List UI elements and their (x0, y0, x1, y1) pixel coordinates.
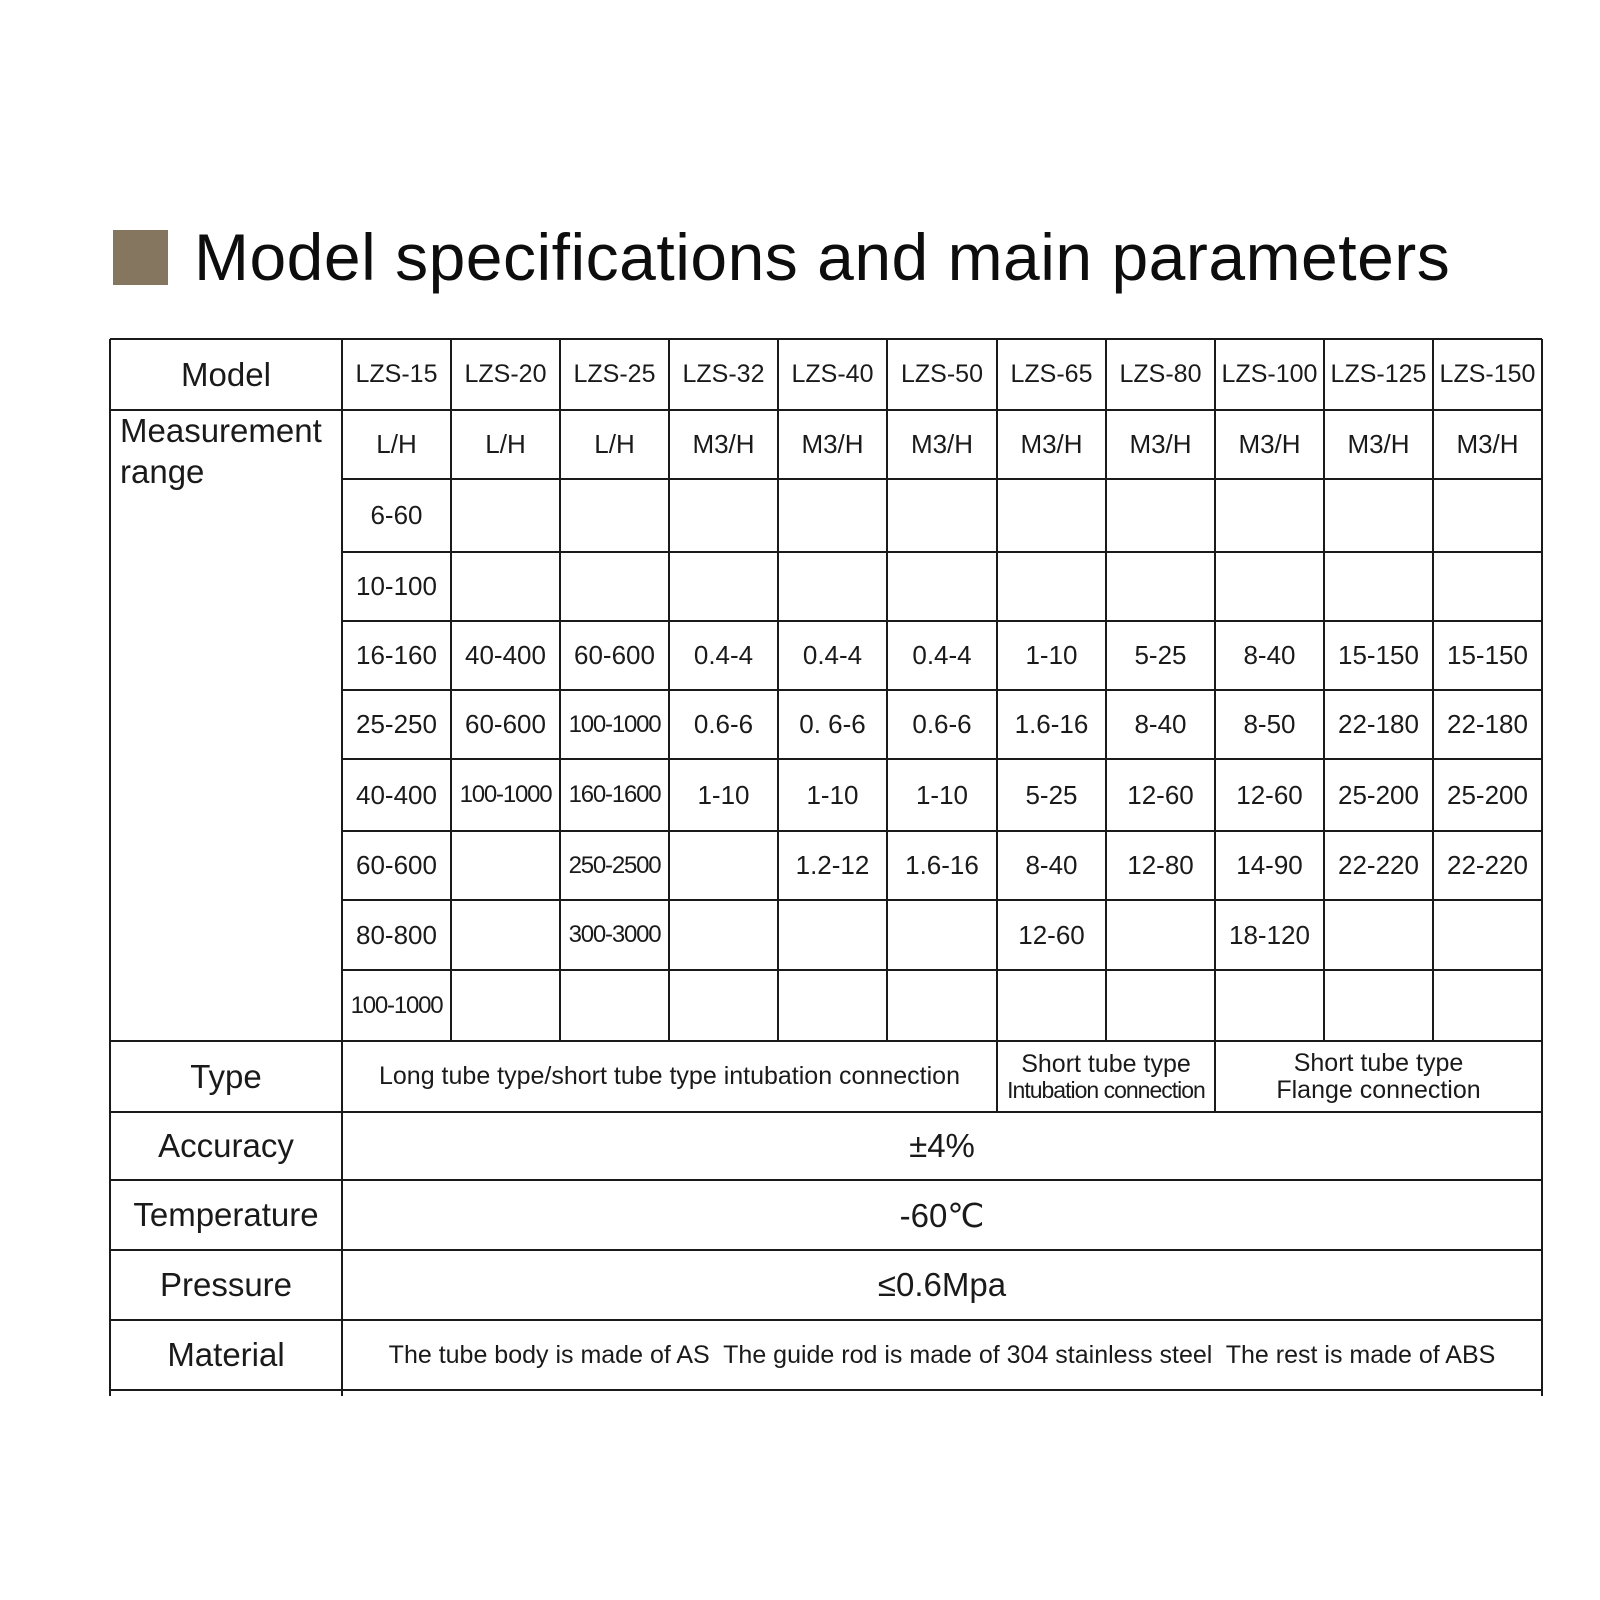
material-value: The tube body is made of AS The guide rod is made of 304 stainless steel The rest is made of ABS (388, 1340, 1496, 1369)
range-cell: 5-25 (1134, 640, 1187, 670)
range-cell: 12-80 (1127, 850, 1194, 880)
range-cell: 60-600 (465, 709, 546, 739)
range-cell: 6-60 (370, 500, 423, 530)
range-cell: 14-90 (1236, 850, 1303, 880)
unit-cell: M3/H (692, 429, 755, 459)
range-cell: 8-40 (1025, 850, 1078, 880)
unit-cell: M3/H (1238, 429, 1301, 459)
type-short-intubation-line1: Short tube type (1021, 1050, 1191, 1079)
pressure-value: ≤0.6Mpa (877, 1266, 1007, 1303)
range-cell: 0.4-4 (912, 640, 972, 670)
range-cell: 25-250 (356, 709, 437, 739)
model-header: LZS-15 (355, 360, 438, 388)
model-header: LZS-50 (901, 360, 983, 388)
type-short-flange-line1: Short tube type (1293, 1049, 1464, 1078)
unit-cell: M3/H (1129, 429, 1192, 459)
unit-cell: L/H (485, 429, 526, 459)
range-cell: 12-60 (1018, 919, 1085, 950)
range-cell: 60-600 (574, 640, 655, 670)
range-cell: 300-3000 (568, 921, 661, 948)
range-cell: 0. 6-6 (799, 709, 866, 739)
range-cell: 0.6-6 (912, 709, 972, 739)
range-cell: 100-1000 (459, 781, 552, 808)
range-cell: 5-25 (1025, 779, 1078, 810)
range-cell: 1.6-16 (1014, 709, 1089, 739)
range-cell: 40-400 (465, 640, 546, 670)
range-cell: 80-800 (356, 919, 437, 950)
temperature-label: Temperature (133, 1196, 319, 1233)
grid-line-h (342, 969, 1542, 971)
type-short-intubation (997, 1041, 1215, 1112)
range-cell: 8-50 (1243, 709, 1296, 739)
range-cell: 22-220 (1338, 850, 1419, 880)
range-cell: 22-180 (1338, 709, 1419, 739)
range-cell: 12-60 (1127, 779, 1194, 810)
model-header: LZS-25 (573, 360, 656, 388)
range-cell: 18-120 (1229, 919, 1310, 950)
range-cell: 22-220 (1447, 850, 1528, 880)
model-header: LZS-80 (1119, 360, 1202, 388)
measurement-range-label (120, 410, 340, 1041)
model-header: LZS-20 (464, 360, 547, 388)
measurement-label-line2: range (120, 453, 205, 491)
range-cell: 10-100 (356, 571, 437, 601)
range-cell: 100-1000 (568, 710, 661, 738)
unit-cell: M3/H (910, 429, 974, 459)
accuracy-value: ±4% (909, 1127, 975, 1164)
range-cell: 12-60 (1236, 779, 1303, 810)
range-cell: 0.6-6 (693, 709, 754, 739)
range-cell: 60-600 (356, 850, 437, 880)
unit-cell: M3/H (1020, 429, 1083, 459)
type-short-flange (1215, 1041, 1542, 1112)
pressure-label: Pressure (159, 1266, 293, 1303)
range-cell: 22-180 (1447, 709, 1528, 739)
range-cell: 1-10 (806, 779, 859, 810)
range-cell: 1-10 (915, 779, 969, 810)
range-cell: 15-150 (1338, 640, 1419, 670)
model-header: LZS-100 (1221, 360, 1318, 388)
unit-cell: M3/H (801, 429, 864, 459)
temperature-value: -60℃ (899, 1196, 985, 1234)
measurement-label-line1: Measurement (120, 412, 322, 449)
title-text: Model specifications and main parameters (194, 220, 1451, 294)
model-header: LZS-32 (682, 360, 765, 388)
range-cell: 25-200 (1447, 779, 1528, 810)
model-header: LZS-65 (1010, 360, 1093, 388)
range-cell: 15-150 (1447, 640, 1528, 670)
range-cell: 8-40 (1134, 709, 1187, 739)
accuracy-label: Accuracy (158, 1127, 294, 1164)
type-label: Type (190, 1057, 262, 1095)
range-cell: 250-2500 (568, 851, 661, 879)
range-cell: 1.6-16 (905, 850, 979, 880)
range-cell: 40-400 (356, 779, 437, 810)
range-cell: 1-10 (697, 779, 750, 810)
range-cell: 160-1600 (568, 781, 661, 808)
range-cell: 0.4-4 (802, 640, 863, 670)
model-header: LZS-125 (1330, 360, 1427, 388)
model-header: LZS-150 (1439, 360, 1536, 388)
material-label: Material (167, 1336, 285, 1373)
unit-cell: M3/H (1347, 429, 1410, 459)
range-cell: 1.2-12 (795, 850, 870, 880)
model-header: LZS-40 (791, 360, 874, 388)
range-cell: 0.4-4 (693, 640, 754, 670)
range-cell: 16-160 (356, 640, 437, 670)
range-cell: 100-1000 (350, 991, 443, 1019)
range-cell: 25-200 (1338, 779, 1419, 810)
unit-cell: M3/H (1456, 429, 1519, 459)
range-cell: 1-10 (1025, 640, 1078, 670)
type-short-intubation-line2: Intubation connection (1007, 1076, 1205, 1103)
grid-line-h (342, 551, 1542, 553)
model-label: Model (181, 355, 271, 393)
unit-cell: L/H (594, 429, 635, 459)
type-long-tube: Long tube type/short tube type intubation connection (379, 1062, 960, 1090)
type-short-flange-line2: Flange connection (1276, 1075, 1481, 1104)
range-cell: 8-40 (1243, 640, 1296, 670)
unit-cell: L/H (376, 429, 417, 459)
